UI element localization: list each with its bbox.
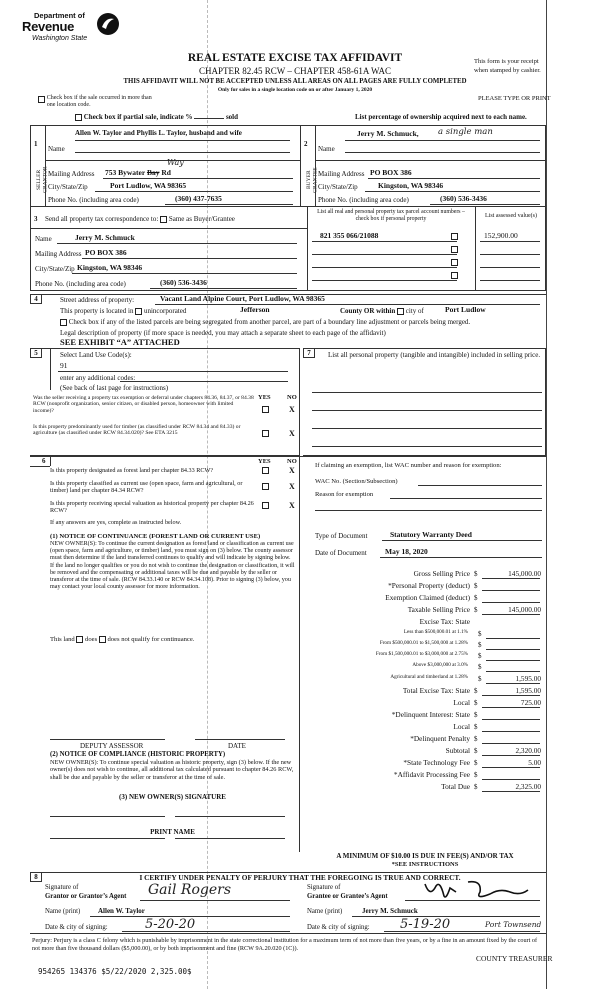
seller-mailing-street: 753 Bywater	[105, 168, 146, 177]
buyer-section-number: 2	[304, 140, 308, 148]
calc-value-line	[482, 719, 540, 720]
grantor-sig-label-2: Grantor or Grantor’s Agent	[45, 893, 127, 900]
buyer-mailing-label: Mailing Address	[318, 170, 365, 178]
new-owner-signature-title: (3) NEW OWNER(S) SIGNATURE	[119, 793, 226, 801]
sales-note: Only for sales in a single location code on or after January 1, 2020	[217, 87, 373, 93]
s5-question-2: Is this property predominantly used for timber (as classified under RCW 84.34 and 84.33) or agriculture (as classified under RCW 84.34.020)? See ETA 3215	[33, 424, 241, 437]
parcels-header: List all real and personal property tax parcel account numbers – check box if personal property	[317, 209, 465, 222]
calc-dollar-sign: $	[474, 723, 478, 731]
calc-value-line	[482, 590, 540, 591]
calc-value-line	[482, 731, 540, 732]
s6-q2-yes-checkbox[interactable]	[262, 483, 269, 490]
calc-dollar-sign: $	[474, 759, 478, 767]
s6-q2-no-mark[interactable]: X	[289, 482, 295, 491]
partial-sale-checkbox[interactable]	[75, 114, 82, 121]
buyer-name-label: Name	[318, 145, 335, 153]
calc-value-total-due[interactable]: 2,325.00	[515, 782, 541, 791]
seller-name-label: Name	[48, 145, 65, 153]
calc-dollar-sign: $	[474, 783, 478, 791]
land-does-not-checkbox[interactable]	[99, 636, 106, 643]
section5-number: 5	[30, 348, 42, 358]
calc-label-subtotal-label: Subtotal	[445, 746, 470, 755]
seller-city-label: City/State/Zip	[48, 183, 88, 191]
minimum-note: A MINIMUM OF $10.00 IS DUE IN FEE(S) AND/OR TAX	[336, 852, 514, 860]
form-warning: THIS AFFIDAVIT WILL NOT BE ACCEPTED UNLESS ALL AREAS ON ALL PAGES ARE FULLY COMPLETED	[123, 78, 467, 85]
county-or-label: County OR within	[340, 307, 396, 315]
notice1-title: (1) NOTICE OF CONTINUANCE (FOREST LAND OR CURRENT USE)	[50, 533, 261, 540]
doc-type[interactable]: Statutory Warranty Deed	[390, 530, 472, 539]
partial-sold-label: sold	[225, 113, 239, 121]
grantee-sig-label-1: Signature of	[307, 884, 341, 891]
calc-dollar-sign: $	[474, 687, 478, 695]
buyer-mailing[interactable]: PO BOX 386	[370, 168, 412, 177]
buyer-name[interactable]: Jerry M. Schmuck,	[357, 129, 419, 138]
exhibit-text[interactable]: SEE EXHIBIT “A” ATTACHED	[60, 337, 180, 347]
wac-label: WAC No. (Section/Subsection)	[315, 478, 398, 485]
s5-q2-no-mark[interactable]: X	[289, 429, 295, 438]
personal-property-label: List all personal property (tangible and intangible) included in selling price.	[328, 351, 541, 359]
calc-value-subtotal[interactable]: 2,320.00	[515, 746, 541, 755]
section7-frame	[303, 348, 546, 456]
date-label: DATE	[228, 742, 246, 750]
partial-percent-field[interactable]	[194, 118, 224, 119]
grantee-city[interactable]: Port Townsend	[485, 920, 542, 929]
calc-value-tech-fee[interactable]: 5.00	[528, 758, 541, 767]
s6-yes-header: YES	[258, 458, 271, 465]
scan-edge-line	[546, 0, 547, 989]
correspondence-city[interactable]: Kingston, WA 98346	[77, 263, 143, 272]
calc-value-line	[482, 779, 540, 780]
logo-line-1: Department of	[34, 11, 85, 20]
additional-codes-label: enter any additional codes:	[60, 374, 136, 382]
correspondence-city-label: City/State/Zip	[35, 265, 75, 273]
type-or-print: PLEASE TYPE OR PRINT	[478, 95, 551, 102]
calc-label-gross-label: Gross Selling Price	[413, 569, 470, 578]
calc-dollar-sign: $	[474, 594, 478, 602]
seller-side-label: SELLER GRANTOR	[36, 166, 49, 194]
calc-value-line	[486, 671, 540, 672]
calc-dollar-sign: $	[474, 570, 478, 578]
city-checkbox[interactable]	[397, 308, 404, 315]
s5-q1-yes-checkbox[interactable]	[262, 406, 269, 413]
grantee-name[interactable]: Jerry M. Schmuck	[362, 907, 418, 915]
located-label: This property is located in	[60, 307, 134, 315]
correspondence-phone-label: Phone No. (including area code)	[35, 280, 126, 288]
street-address[interactable]: Vacant Land Alpine Court, Port Ludlow, WA 98365	[160, 294, 325, 303]
s6-question-3: Is this property receiving special valuation as historical property per chapter 84.26 RCW?	[50, 500, 254, 515]
see-instructions: *SEE INSTRUCTIONS	[391, 861, 459, 868]
percentage-label: List percentage of ownership acquired next to each name.	[355, 113, 527, 121]
calc-dollar-sign: $	[478, 675, 482, 683]
city-of-label: city of	[405, 307, 424, 315]
calc-label-tier1: Less than $500,000.01 at 1.1%	[403, 629, 468, 635]
perjury-note: Perjury: Perjury is a class C felony which is punishable by imprisonment in the state correctional institution for a maximum term of not more than five years, or by a fine in an amount fixed by the court of not more than five thousand dollars ($5,000.00), or by both imprisonment and fine (RCW 9A.20.020 (1C)).	[32, 937, 538, 952]
partial-sale-label: Check box if partial sale, indicate %	[83, 113, 193, 121]
partial-sale-row	[75, 113, 238, 121]
calc-dollar-sign: $	[478, 652, 482, 660]
seller-mailing-handwritten: Way	[167, 158, 184, 167]
calc-label-taxable-label: Taxable Selling Price	[407, 605, 470, 614]
correspondence-mailing[interactable]: PO BOX 386	[85, 248, 127, 257]
calc-label-total-due-label: Total Due	[441, 782, 470, 791]
parcel-checkbox-1[interactable]	[451, 233, 458, 240]
s6-q3-yes-checkbox[interactable]	[262, 502, 269, 509]
correspondence-name-label: Name	[35, 235, 52, 243]
calc-dollar-sign: $	[474, 699, 478, 707]
calc-value-total-state[interactable]: 1,595.00	[515, 686, 541, 695]
s6-q1-no-mark[interactable]: X	[289, 466, 295, 475]
correspondence-mailing-label: Mailing Address	[35, 250, 82, 258]
receipt-stamp: 954265 134376 $5/22/2020 2,325.00$	[38, 967, 192, 976]
segregated-row	[60, 318, 470, 326]
receipt-note-1: This form is your receipt	[474, 58, 539, 65]
calc-value-line	[482, 743, 540, 744]
calc-dollar-sign: $	[474, 747, 478, 755]
calc-label-delinq-state-label: *Delinquent Interest: State	[391, 710, 470, 719]
buyer-side-label: BUYER GRANTEE	[306, 167, 319, 193]
doc-date[interactable]: May 18, 2020	[385, 547, 428, 556]
grantee-name-label: Name (print)	[307, 908, 343, 915]
calc-value-line	[486, 649, 540, 650]
parcel-checkbox-3[interactable]	[451, 259, 458, 266]
s6-question-1: Is this property designated as forest land per chapter 84.33 RCW?	[50, 467, 214, 474]
doc-date-label: Date of Document	[315, 549, 367, 557]
calc-value-taxable[interactable]: 145,000.00	[508, 605, 541, 614]
grantee-date-label: Date & city of signing:	[307, 924, 370, 931]
s6-q3-no-mark[interactable]: X	[289, 501, 295, 510]
calc-label-tech-fee-label: *State Technology Fee	[403, 758, 470, 767]
calc-value-line	[486, 638, 540, 639]
calc-label-excise-state-label: Excise Tax: State	[419, 617, 470, 626]
segregated-label: Check box if any of the listed parcels are being segregated from another parcel, are part of a boundary line adjustment or parcels being merged.	[68, 318, 471, 326]
located-row	[60, 307, 186, 315]
calc-label-personal-label: *Personal Property (deduct)	[388, 581, 470, 590]
segregated-checkbox[interactable]	[60, 319, 67, 326]
section7-number: 7	[303, 348, 315, 358]
calc-label-tier4: Above $3,000,000 at 3.0%	[412, 662, 468, 668]
form-title: REAL ESTATE EXCISE TAX AFFIDAVIT	[187, 52, 403, 64]
s6-question-2: Is this property classified as current use (open space, farm and agricultural, or timber) land per chapter 84.34 RCW?	[50, 480, 243, 495]
seller-phone-label: Phone No. (including area code)	[48, 196, 139, 204]
calc-value-agri[interactable]: 1,595.00	[515, 674, 541, 683]
calc-label-affidavit-fee-label: *Affidavit Processing Fee	[393, 770, 470, 779]
calc-label-tier2: From $500,000.01 to $1,500,000 at 1.28%	[379, 640, 468, 646]
calc-dollar-sign: $	[474, 582, 478, 590]
doc-type-label: Type of Document	[315, 532, 368, 540]
correspondence-name[interactable]: Jerry M. Schmuck	[75, 233, 135, 242]
calc-dollar-sign: $	[478, 630, 482, 638]
multi-location-row	[38, 95, 157, 109]
parcel-value[interactable]: 152,900.00	[484, 231, 518, 240]
parcel-checkbox-4[interactable]	[451, 272, 458, 279]
s5-no-header: NO	[287, 394, 297, 401]
grantee-sig-label-2: Grantee or Grantee’s Agent	[307, 893, 388, 900]
grantor-sig-label-1: Signature of	[45, 884, 79, 891]
same-as-buyer-label: Same as Buyer/Grantee	[168, 215, 235, 223]
notice2-body: NEW OWNER(S): To continue special valuation as historic property, sign (3) below. If the new owner(s) does not wish to continue, all additional tax calculated pursuant to chapter 84.26 RCW, shall be due and payable by the seller or transferor at the time of sale.	[50, 759, 294, 781]
same-as-buyer-checkbox[interactable]	[160, 216, 167, 223]
certify-statement: I CERTIFY UNDER PENALTY OF PERJURY THAT THE FOREGOING IS TRUE AND CORRECT.	[139, 873, 461, 882]
exemption-note: If claiming an exemption, list WAC number and reason for exemption:	[315, 462, 502, 469]
buyer-name-handwritten: a single man	[438, 127, 493, 137]
city-name[interactable]: Port Ludlow	[445, 305, 486, 314]
logo-line-2: Revenue	[22, 19, 75, 34]
s6-q1-yes-checkbox[interactable]	[262, 467, 269, 474]
section4-number: 4	[30, 294, 42, 304]
form-chapter: CHAPTER 82.45 RCW – CHAPTER 458-61A WAC	[199, 66, 391, 76]
street-label: Street address of property:	[60, 296, 135, 304]
seller-mailing[interactable]	[105, 169, 171, 178]
calc-dollar-sign: $	[474, 606, 478, 614]
s6-no-header: NO	[287, 458, 297, 465]
land-label: This land	[50, 636, 75, 644]
notice2-title: (2) NOTICE OF COMPLIANCE (HISTORIC PROPERTY)	[50, 751, 226, 758]
buyer-city-label: City/State/Zip	[318, 183, 358, 191]
legal-description-label: Legal description of property (if more space is needed, you may attach a separate sheet to each page of the affidavit)	[60, 329, 386, 337]
grantor-date[interactable]: 5-20-20	[145, 917, 196, 932]
land-use-code[interactable]: 91	[60, 361, 68, 370]
calc-label-delinq-penalty-label: *Delinquent Penalty	[410, 734, 470, 743]
correspondence-section-number: 3	[34, 215, 38, 223]
s5-yes-header: YES	[258, 394, 271, 401]
calc-label-agri-label: Agricultural and timberland at 1.28%	[390, 674, 468, 680]
seller-mailing-end: Rd	[161, 168, 171, 177]
calc-dollar-sign: $	[474, 771, 478, 779]
seller-mailing-struck: Bay	[146, 168, 160, 177]
calc-label-local-label: Local	[453, 698, 470, 707]
notice1-body: NEW OWNER(S): To continue the current designation as forest land or classification as current use (open space, farm and agriculture, or timber) land, you must sign on (3) below. The county assessor must then determine if the land transferred continues to qualify and will indicate by signing below. If the land no longer qualifies or you do not wish to continue the designation or classification, it will be removed and the compensating or additional taxes will be due and payable by the seller or transferor at the time of sale. (RCW 84.33.140 or RCW 84.34.108). Prior to signing (3) below, you may contact your local county assessor for more information.	[50, 541, 295, 591]
does-not-label: does not qualify for continuance.	[107, 636, 195, 644]
parcel-checkbox-2[interactable]	[451, 246, 458, 253]
unincorporated-label: unincorporated	[143, 307, 187, 315]
buyer-city[interactable]: Kingston, WA 98346	[378, 181, 444, 190]
seller-mailing-label: Mailing Address	[48, 170, 95, 178]
buyer-phone-label: Phone No. (including area code)	[318, 196, 409, 204]
grantee-signature[interactable]	[420, 878, 540, 902]
correspondence-label: Send all property tax correspondence to:	[45, 215, 159, 223]
seller-phone[interactable]: (360) 437-7635	[175, 194, 222, 203]
multi-location-checkbox[interactable]	[38, 96, 45, 103]
calc-value-line	[482, 602, 540, 603]
grantor-name[interactable]: Allen W. Taylor	[98, 907, 145, 915]
calc-value-gross[interactable]: 145,000.00	[508, 569, 541, 578]
calc-value-local[interactable]: 725.00	[520, 698, 541, 707]
grantee-date[interactable]: 5-19-20	[400, 917, 451, 932]
calc-label-total-state-label: Total Excise Tax: State	[402, 686, 470, 695]
seller-city[interactable]: Port Ludlow, WA 98365	[110, 181, 187, 190]
buyer-phone[interactable]: (360) 536-3436	[440, 194, 487, 203]
s5-question-1: Was the seller receiving a property tax exemption or deferral under chapters 84.36, 84.37, or 84.38 RCW (nonprofit organization, senior citizen, or disabled person, homeowner with limited income)?	[33, 395, 254, 414]
correspondence-row	[45, 215, 235, 223]
reason-label: Reason for exemption	[315, 491, 374, 498]
calc-dollar-sign: $	[478, 663, 482, 671]
s5-q2-yes-checkbox[interactable]	[262, 430, 269, 437]
calc-label-tier3: From $1,500,000.01 to $3,000,000 at 2.75%	[375, 651, 468, 657]
answer-note: If any answers are yes, complete as instructed below.	[50, 519, 182, 526]
correspondence-phone[interactable]: (360) 536-3436	[160, 278, 207, 287]
wa-logo-icon	[96, 12, 120, 36]
seller-section-number: 1	[34, 140, 38, 148]
county-treasurer: COUNTY TREASURER	[476, 954, 553, 963]
land-qualify-row	[50, 636, 194, 644]
grantor-name-label: Name (print)	[45, 908, 81, 915]
parcel-number[interactable]: 821 355 066/21088	[320, 231, 379, 240]
calc-dollar-sign: $	[474, 735, 478, 743]
calc-label-delinq-local-label: Local	[453, 722, 470, 731]
county-name[interactable]: Jefferson	[240, 305, 270, 314]
land-does-checkbox[interactable]	[76, 636, 83, 643]
s5-q1-no-mark[interactable]: X	[289, 405, 295, 414]
section6-number: 6	[42, 457, 46, 465]
calc-label-exemption-label: Exemption Claimed (deduct)	[385, 593, 470, 602]
does-label: does	[85, 636, 98, 644]
county-or-row	[340, 307, 424, 315]
seller-name[interactable]: Allen W. Taylor and Phyllis L. Taylor, husband and wife	[75, 129, 242, 137]
deputy-assessor-label: DEPUTY ASSESSOR	[80, 742, 144, 750]
grantor-date-label: Date & city of signing:	[45, 924, 108, 931]
print-name-label: PRINT NAME	[150, 828, 195, 836]
calc-value-line	[486, 660, 540, 661]
dor-logo	[22, 12, 132, 52]
multi-location-label: Check box if the sale occurred in more than one location code.	[46, 95, 152, 108]
section8-number: 8	[30, 872, 42, 882]
see-back-note: (See back of last page for instructions)	[60, 384, 169, 392]
logo-line-3: Washington State	[32, 35, 88, 42]
calc-dollar-sign: $	[474, 711, 478, 719]
land-use-label: Select Land Use Code(s):	[60, 351, 132, 359]
unincorporated-checkbox[interactable]	[135, 308, 142, 315]
receipt-note-2: when stamped by cashier.	[474, 67, 541, 74]
calc-dollar-sign: $	[478, 641, 482, 649]
assessed-header: List assessed value(s)	[485, 213, 537, 219]
grantor-signature[interactable]: Gail Rogers	[148, 882, 232, 898]
